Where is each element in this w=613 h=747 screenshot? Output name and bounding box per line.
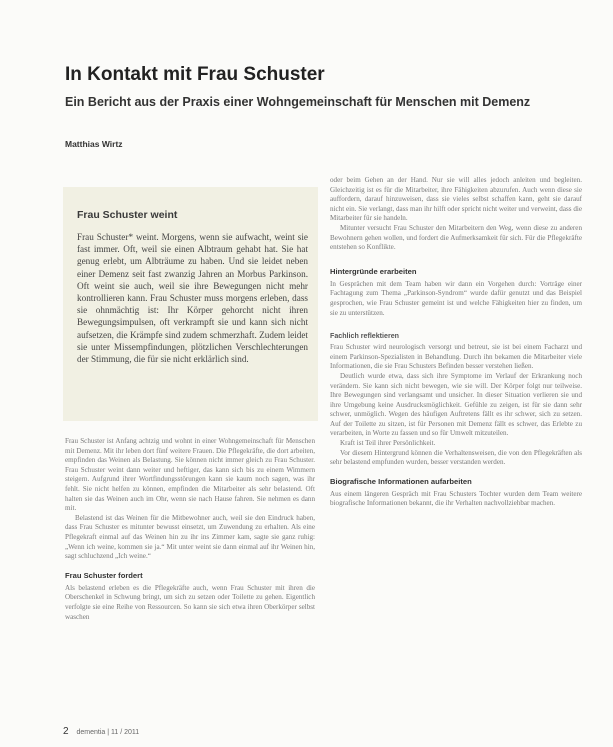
paragraph: oder beim Gehen an der Hand. Nur sie will alles jedoch anleiten und begleiten. Gleichzeitig ist es für die Mitarbeiter, ihre Fähigkeiten abzurufen. Auch wenn diese sie auffordern, darauf hinzuweisen, dass sie vieles selbst schaffen kann, geht sie darauf nicht ein. Sie verlangt, dass man ihr hilft oder spricht nicht weiter und verweint, dass die Mitarbeiter für sie handeln. [330, 176, 582, 223]
box-heading: Frau Schuster weint [77, 209, 178, 221]
paragraph: Mitunter versucht Frau Schuster den Mitarbeitern den Weg, wenn diese zu anderen Bewohnern gehen wollen, und fordert die Aufmerksamkeit für sich. Für die Pflegekräfte entstehen so Konflikte. [330, 223, 582, 252]
left-column [65, 437, 315, 727]
right-column [330, 176, 582, 732]
highlight-box [63, 187, 318, 421]
paragraph: Frau Schuster wird neurologisch versorgt und betreut, sie ist bei einem Facharzt und einem Parkinson-Spezialisten in Behandlung. Durch ihn bekamen die Mitarbeiter viele Informationen, die sie Frau Schusters Befinden besser verstehen ließen. [330, 343, 582, 371]
paragraph: In Gesprächen mit dem Team haben wir dann ein Vorgehen durch: Vorträge einer Fachtagung zum Thema „Parkinson-Syndrom“ wurde dafür genutzt und das Beispiel gesprochen, wie Frau Schuster gemeint ist und welche Fähigkeiten hier zu finden, um sie zu unterstützen. [330, 279, 582, 317]
page-number: 2 [63, 726, 69, 737]
section-heading: Frau Schuster fordert [65, 570, 143, 580]
paragraph: Belastend ist das Weinen für die Mitbewohner auch, weil sie den Eindruck haben, dass Frau Schuster es mitunter bewusst einsetzt, um Zuwendung zu erhalten. Als eine Pflegekraft einmal auf das Weinen hin zu ihr ins Zimmer kam, sagte sie ganz ruhig: „Wenn ich weine, kommen sie ja.“ Mit unter weint sie dann einmal auf ihr Weinen hin, sagt schluchzend „Ich weine.“ [65, 513, 315, 561]
paragraph: Frau Schuster ist Anfang achtzig und wohnt in einer Wohngemeinschaft für Menschen mit Demenz. Mit ihr leben dort fünf weitere Frauen. Die Pflegekräfte, die dort arbeiten, empfinden das Weinen als Belastung. Sie können nicht immer gleich zu Frau Schuster. Frau Schuster weint dann weiter und heftiger, das kann sich bis zu einem Wimmern steigern. Aufgrund ihrer Wortfindungsstörungen kann sie kaum noch sagen, was ihr fehlt. Sie nicht helfen zu können, empfinden die Mitarbeiter als sehr belastend. Oft halten sie das Weinen auch im Ohr, wenn sie nach Hause fahren. Sie nehmen es dann mit. [65, 437, 315, 513]
article-subtitle: Ein Bericht aus der Praxis einer Wohngemeinschaft für Menschen mit Demenz [65, 95, 531, 109]
section-heading: Biografische Informationen aufarbeiten [330, 476, 472, 486]
box-text: Frau Schuster* weint. Morgens, wenn sie aufwacht, weint sie fast immer. Oft, weil sie einen Albtraum gehabt hat. Sie hat genug erlebt, um Albträume zu haben. Und sie leidet neben einer Demenz seit fast zwanzig Jahren an Morbus Parkinson. Oft weint sie auch, weil sie ihre Bewegungen nicht mehr kontrollieren kann. Frau Schuster muss morgens erleben, dass sie ohnmächtig ist: Ihr Körper gehorcht nicht ihren Bewegungsimpulsen, oft verkrampft sie und kann sich nicht aufsetzen, die Krämpfe sind zudem schmerzhaft. Zudem leidet sie unter Missempfindungen, plötzlichen Verschlechterungen der Stimmung, die für sie nicht erklärlich sind. [77, 232, 308, 365]
paragraph: Vor diesem Hintergrund können die Verhaltensweisen, die von den Pflegekräften als sehr belastend empfunden wurden, besser verstanden werden. [330, 448, 582, 467]
paragraph: Kraft ist Teil ihrer Persönlichkeit. [340, 439, 436, 448]
section-heading: Hintergründe erarbeiten [330, 266, 417, 276]
journal-name: dementia | 11 / 2011 [76, 729, 140, 736]
paragraph: Aus einem längeren Gespräch mit Frau Schusters Tochter wurden dem Team weitere biografische Informationen bekannt, die ihr Verhalten nachvollziehbar machen. [330, 489, 582, 508]
subsection-heading: Fachlich reflektieren [330, 332, 399, 341]
page-footer [63, 726, 139, 737]
article-title: In Kontakt mit Frau Schuster [65, 64, 325, 85]
paragraph: Als belastend erleben es die Pflegekräfte auch, wenn Frau Schuster mit ihren die Oberschenkel in Schwung bringt, um sich zu setzen oder Toilette zu gehen. Eigentlich verfolgte sie eine Reihe von Ressourcen. So kann sie sich etwa ihren Oberkörper selbst waschen [65, 583, 315, 621]
paragraph: Deutlich wurde etwa, dass sich ihre Symptome im Verlauf der Erkrankung noch verändern. Sie kann sich nicht bewegen, wie sie will. Der Körper folgt nur teilweise. Ihre Bewegungen sind verlangsamt und unsicher. In dieser Situation verlieren sie und ihre Umgebung keine Ausdrucksmöglichkeit. Gefühle zu zeigen, ist für sie dann sehr schwer, unmöglich. Wegen des häufigen Auftretens fällt es ihr schwer, sich zu setzen. Auf der Toilette zu sitzen, ist für Personen mit Demenz fällt es schwer, das Erlebte zu verarbeiten, in Worte zu fassen und so für Umwelt mitzuteilen. [330, 371, 582, 438]
author-name: Matthias Wirtz [65, 139, 123, 149]
